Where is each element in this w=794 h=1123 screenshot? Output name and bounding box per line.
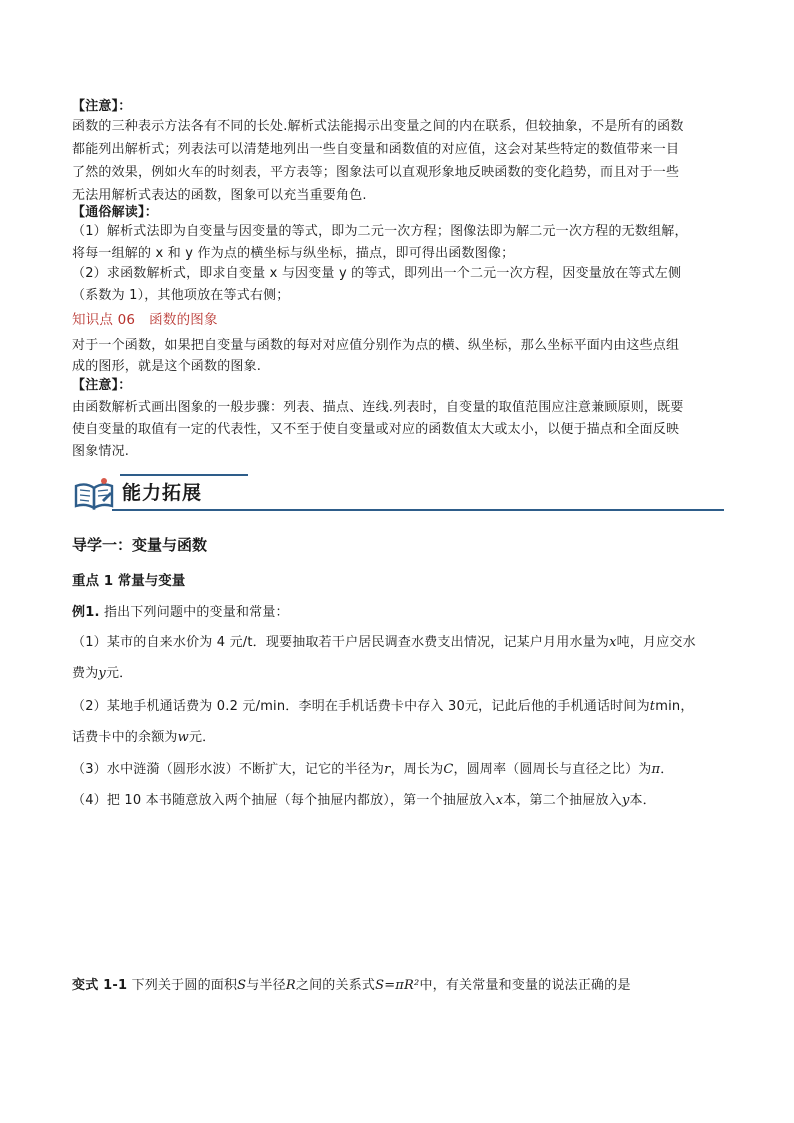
variable-symbol: S bbox=[237, 978, 247, 993]
plain-text-line: （2）求函数解析式，即求自变量 x 与因变量 y 的等式，即列出一个二元一次方程，因变量放在等式左侧 bbox=[72, 266, 682, 281]
variable-symbol: x bbox=[609, 635, 617, 650]
note-text-line: 图象情况. bbox=[72, 444, 130, 459]
note-text-line: 都能列出解析式；列表法可以清楚地列出一些自变量和函数值的对应值，这会对某些特定的数值带来一目 bbox=[72, 142, 680, 157]
note-label: 【注意】： bbox=[72, 378, 132, 393]
question-2-line-1 bbox=[72, 697, 724, 717]
kp-text-line: 成的图形，就是这个函数的图象. bbox=[72, 359, 262, 374]
question-text: 与半径 bbox=[246, 978, 286, 993]
variable-symbol: t bbox=[649, 699, 656, 714]
question-text: 费为 bbox=[72, 666, 99, 681]
variable-symbol: w bbox=[177, 730, 189, 745]
example-label: 例1. bbox=[72, 605, 100, 620]
question-text: ，圆周率（圆周长与直径之比）为 bbox=[453, 762, 652, 777]
question-text: （1）某市的自来水价为 4 元/t．现要抽取若干户居民调查水费支出情况，记某户月用水量为 bbox=[72, 635, 610, 650]
question-text: 元． bbox=[105, 666, 133, 681]
note-text-line: 无法用解析式表达的函数，图象可以充当重要角色. bbox=[72, 188, 367, 203]
banner-bottom-rule bbox=[112, 509, 724, 511]
question-4 bbox=[72, 791, 724, 811]
question-text: 中，有关常量和变量的说法正确的是 bbox=[419, 978, 631, 993]
question-text: 下列关于圆的面积 bbox=[131, 978, 238, 993]
note-text-line: 由函数解析式画出图象的一般步骤：列表、描点、连线.列表时，自变量的取值范围应注意兼顾原则，既要 bbox=[72, 400, 684, 415]
question-text: 吨，月应交水 bbox=[616, 635, 696, 650]
plain-text-line: 将每一组解的 x 和 y 作为点的横坐标与纵坐标，描点，即可得出函数图像； bbox=[72, 246, 515, 261]
question-text: min， bbox=[655, 699, 694, 714]
knowledge-point-heading bbox=[72, 310, 724, 330]
question-text: （4）把 10 本书随意放入两个抽屉（每个抽屉内都放），第一个抽屉放入 bbox=[72, 793, 496, 808]
variable-symbol: π bbox=[651, 762, 661, 777]
question-text: （2）某地手机通话费为 0.2 元/min．李明在手机话费卡中存入 30元，记此后他的手机通话时间为 bbox=[72, 699, 650, 714]
variable-symbol: r bbox=[384, 762, 391, 777]
question-text: 本． bbox=[629, 793, 656, 808]
note-text-line: 使自变量的取值有一定的代表性，又不至于使自变量或对应的函数值太大或太小，以便于描点和全面反映 bbox=[72, 422, 680, 437]
formula: S=πR² bbox=[375, 978, 420, 993]
variant-label: 变式 1-1 bbox=[72, 978, 128, 993]
plain-text-line: （系数为 1），其他项放在等式右侧； bbox=[72, 288, 290, 303]
question-3 bbox=[72, 760, 724, 780]
variable-symbol: C bbox=[443, 762, 454, 777]
knowledge-point-title: 函数的图象 bbox=[149, 312, 218, 328]
question-text: 本，第二个抽屉放入 bbox=[503, 793, 622, 808]
variant-question bbox=[72, 976, 724, 996]
kp-text-line: 对于一个函数，如果把自变量与函数的每对对应值分别作为点的横、纵坐标，那么坐标平面内由这些点组 bbox=[72, 338, 680, 353]
section-banner bbox=[72, 468, 724, 516]
question-text: （3）水中涟漪（圆形水波）不断扩大，记它的半径为 bbox=[72, 762, 385, 777]
variable-symbol: y bbox=[621, 793, 630, 808]
question-text: ． bbox=[660, 762, 674, 777]
banner-title: 能力拓展 bbox=[122, 482, 203, 504]
example-prompt bbox=[72, 603, 724, 623]
example-prompt-text: 指出下列问题中的变量和常量： bbox=[103, 605, 289, 620]
note-label: 【注意】： bbox=[72, 99, 132, 114]
question-text: 元． bbox=[188, 730, 216, 745]
key-point-heading: 重点 1 常量与变量 bbox=[72, 573, 186, 589]
question-text: 话费卡中的余额为 bbox=[72, 730, 178, 745]
question-1-line-1 bbox=[72, 633, 724, 653]
variable-symbol: y bbox=[98, 666, 106, 681]
note-text-line: 了然的效果，例如火车的时刻表，平方表等；图象法可以直观形象地反映函数的变化趋势，而且对于一些 bbox=[72, 165, 680, 180]
question-1-line-2 bbox=[72, 664, 724, 684]
knowledge-point-number: 知识点 06 bbox=[72, 312, 136, 328]
plain-text-line: （1）解析式法即为自变量与因变量的等式，即为二元一次方程；图像法即为解二元一次方程的无数组解， bbox=[72, 224, 688, 239]
variable-symbol: R bbox=[285, 978, 296, 993]
banner-top-rule bbox=[120, 474, 248, 476]
question-text: ，周长为 bbox=[390, 762, 444, 777]
variable-symbol: x bbox=[495, 793, 504, 808]
plain-explanation-label: 【通俗解读】： bbox=[72, 205, 158, 220]
question-2-line-2 bbox=[72, 728, 724, 748]
guide-heading: 导学一：变量与函数 bbox=[72, 536, 208, 554]
open-book-icon bbox=[72, 476, 116, 512]
note-text-line: 函数的三种表示方法各有不同的长处.解析式法能揭示出变量之间的内在联系，但较抽象，不是所有的函数 bbox=[72, 119, 684, 134]
question-text: 之间的关系式 bbox=[295, 978, 376, 993]
